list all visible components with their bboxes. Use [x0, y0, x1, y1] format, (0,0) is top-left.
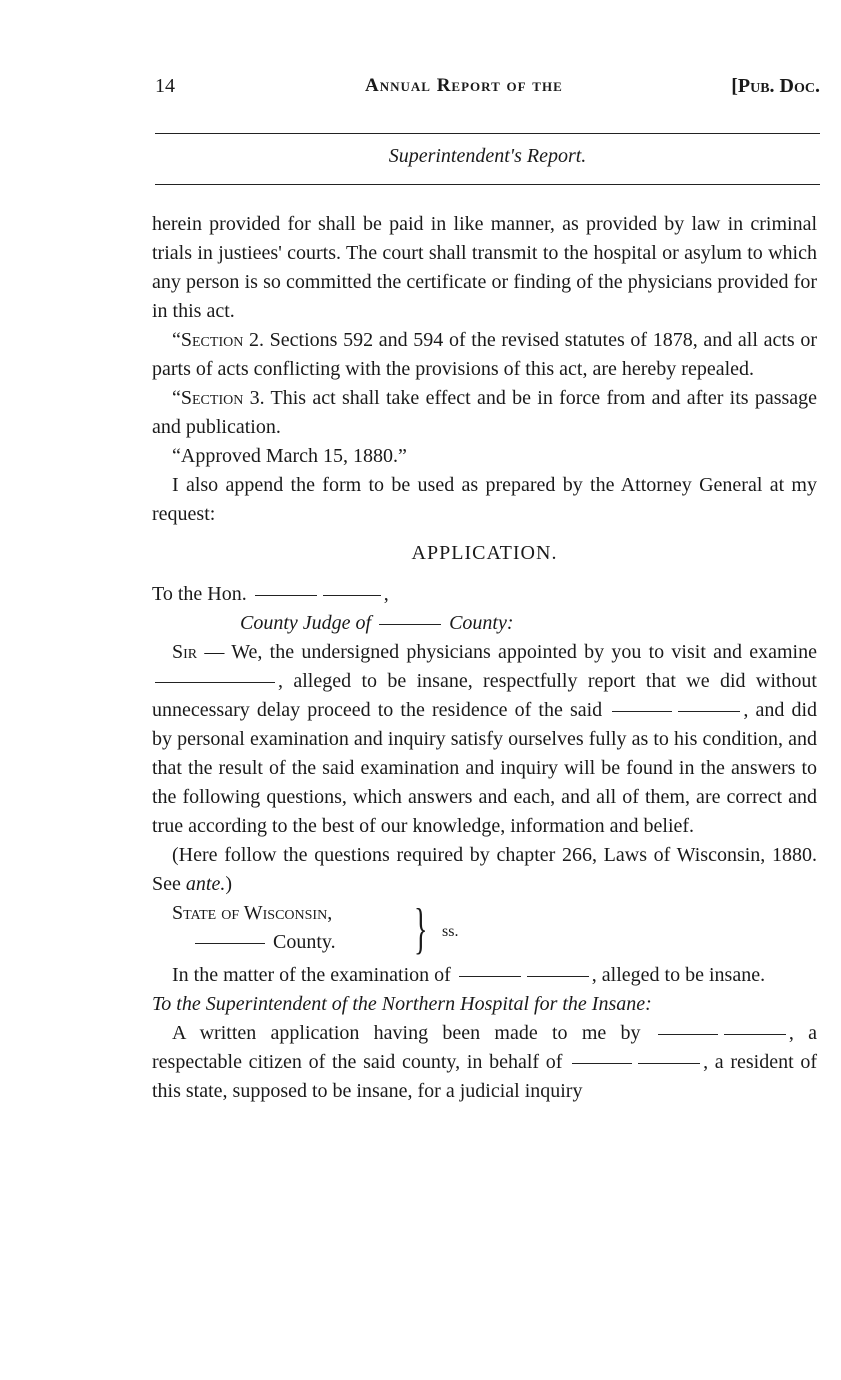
paragraph-continued: herein provided for shall be paid in like manner, as provided by law in criminal trials in justiees' courts. The court shall transmit to the hospital or asylum to which any person is so committed the certificate or finding of the physicians provided for in this act. — [152, 213, 817, 322]
county-colon-label: County: — [449, 612, 514, 634]
header-rule-bottom — [155, 184, 820, 185]
section-3-text: This act shall take effect and be in force from and after its passage and publication. — [152, 387, 818, 438]
written-text-2: , a respectable citizen of the said county, in behalf of — [152, 1022, 817, 1073]
state-label: State of Wisconsin, — [172, 902, 333, 924]
to-hon-label: To the Hon. — [152, 583, 247, 605]
written-text-1: A written application having been made to me by — [172, 1022, 641, 1044]
name-blank — [724, 1034, 786, 1035]
county-judge-line — [152, 609, 817, 638]
here-follow-text: (Here follow the questions required by chapter 266, Laws of Wisconsin, 1880. See — [152, 844, 817, 895]
county-judge-label: County Judge of — [240, 612, 372, 634]
header-title: Annual Report of the — [365, 75, 563, 96]
sir-text-3: , and did by personal examination and inquiry satisfy ourselves fully as to his condition, and that the result of the said examination and inquiry will be found in the answers to the following questions, which answers and each, and all of them, are correct and true according to the best of our knowledge, information and belief. — [152, 699, 818, 837]
name-blank — [323, 595, 381, 596]
name-blank — [638, 1063, 700, 1064]
section-subheading: Superintendent's Report. — [388, 145, 587, 167]
name-blank — [527, 976, 589, 977]
close-paren: ) — [225, 873, 232, 895]
sir-paragraph — [152, 638, 817, 841]
matter-text-2: , alleged to be insane. — [591, 964, 766, 986]
here-follow-paragraph — [152, 841, 817, 899]
name-blank — [155, 682, 275, 683]
append-paragraph: I also append the form to be used as prepared by the Attorney General at my request: — [152, 474, 817, 525]
county-line — [192, 928, 336, 957]
name-blank — [572, 1063, 632, 1064]
brace-icon: } — [414, 898, 428, 960]
running-header — [155, 75, 820, 105]
name-blank — [255, 595, 317, 596]
sir-text-2: , alleged to be insane, respectfully report that we did without unnecessary delay proceed to the residence of the said — [152, 670, 817, 721]
matter-text-1: In the matter of the examination of — [172, 964, 451, 986]
name-blank — [678, 711, 740, 712]
section-2-label: “Section 2. — [172, 329, 264, 351]
application-heading: APPLICATION. — [411, 542, 558, 564]
to-superintendent-line: To the Superintendent of the Northern Hospital for the Insane: — [152, 993, 652, 1015]
county-blank — [195, 943, 265, 944]
county-blank — [379, 624, 441, 625]
name-blank — [459, 976, 521, 977]
name-blank — [612, 711, 672, 712]
section-2-text: Sections 592 and 594 of the revised statutes of 1878, and all acts or parts of acts conflicting with the provisions of this act, are hereby repealed. — [152, 329, 817, 380]
sir-label: Sir — [172, 641, 198, 663]
name-blank — [658, 1034, 718, 1035]
sir-text-1: — We, the undersigned physicians appointed by you to visit and examine — [204, 641, 817, 663]
header-rule-top — [155, 133, 820, 134]
matter-paragraph — [152, 961, 817, 990]
written-application-paragraph — [152, 1019, 817, 1106]
section-2-paragraph — [152, 326, 817, 384]
ss-label: ss. — [442, 923, 459, 940]
section-3-label: “Section 3. — [172, 387, 265, 409]
header-doc-label: [Pub. Doc. — [731, 75, 820, 97]
ante-italic: ante. — [185, 873, 226, 895]
county-word: County. — [273, 931, 336, 953]
approved-line: “Approved March 15, 1880.” — [172, 445, 407, 467]
to-hon-line: To the Hon. , — [152, 583, 389, 605]
page-number: 14 — [155, 75, 175, 97]
case-caption — [152, 899, 817, 961]
section-3-paragraph — [152, 384, 817, 442]
written-text-3: , a resident of this state, supposed to be insane, for a judicial inquiry — [152, 1051, 818, 1102]
body-text — [152, 210, 817, 1106]
